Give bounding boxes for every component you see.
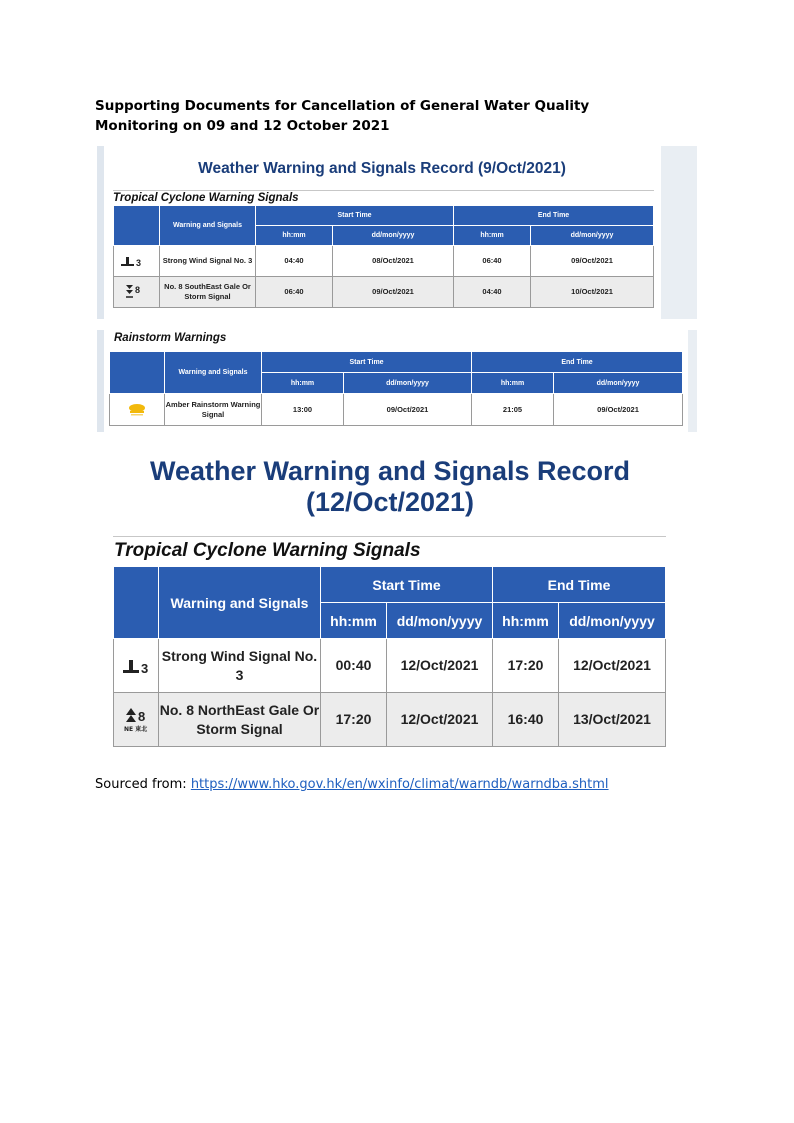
signal-name: No. 8 NorthEast Gale Or Storm Signal (159, 693, 321, 747)
signal-name: No. 8 SouthEast Gale Or Storm Signal (160, 277, 256, 308)
header-start-time: Start Time (321, 567, 493, 603)
svg-text:8: 8 (138, 708, 146, 724)
svg-text:3: 3 (135, 258, 141, 268)
svg-text:3: 3 (141, 660, 149, 676)
signal-name: Strong Wind Signal No. 3 (159, 639, 321, 693)
end-date: 10/Oct/2021 (531, 277, 654, 308)
start-time: 13:00 (262, 394, 344, 426)
right-edge-bar (661, 146, 697, 319)
table-row (114, 246, 654, 277)
document-heading: Supporting Documents for Cancellation of General Water Quality Monitoring on 09 and 12 October 2021 (95, 98, 590, 134)
end-time: 17:20 (493, 639, 559, 693)
header-start-time: Start Time (256, 206, 454, 226)
header-hhmm: hh:mm (321, 603, 387, 639)
source-label: Sourced from: (95, 777, 191, 792)
title-divider (113, 536, 666, 537)
end-time: 04:40 (454, 277, 531, 308)
header-hhmm: hh:mm (262, 373, 344, 394)
header-signal: Warning and Signals (159, 567, 321, 639)
source-line (95, 777, 609, 792)
header-end-time: End Time (454, 206, 654, 226)
rainstorm-section-title: Rainstorm Warnings (114, 332, 227, 344)
header-signal: Warning and Signals (165, 352, 262, 394)
header-end-time: End Time (472, 352, 683, 373)
start-date: 08/Oct/2021 (333, 246, 454, 277)
start-time: 00:40 (321, 639, 387, 693)
start-date: 09/Oct/2021 (344, 394, 472, 426)
end-time: 21:05 (472, 394, 554, 426)
svg-text:8: 8 (134, 285, 140, 295)
table-row (114, 693, 666, 747)
table-row (114, 639, 666, 693)
end-time: 06:40 (454, 246, 531, 277)
record-9oct-screenshot (97, 146, 697, 319)
header-date: dd/mon/yyyy (333, 226, 454, 246)
left-edge-bar (97, 330, 104, 432)
end-date: 09/Oct/2021 (554, 394, 683, 426)
header-icon-col (114, 206, 160, 246)
start-time: 17:20 (321, 693, 387, 747)
record-9oct-title: Weather Warning and Signals Record (9/Oct/2021) (198, 160, 566, 177)
start-date: 12/Oct/2021 (387, 639, 493, 693)
strong-wind-signal-3-icon (114, 246, 160, 277)
header-date: dd/mon/yyyy (531, 226, 654, 246)
header-hhmm: hh:mm (454, 226, 531, 246)
header-date: dd/mon/yyyy (554, 373, 683, 394)
signal-8-southeast-icon (114, 277, 160, 308)
header-icon-col (110, 352, 165, 394)
start-time: 04:40 (256, 246, 333, 277)
right-edge-bar (688, 330, 697, 432)
tropical-table-9oct (113, 205, 654, 308)
signal-8-northeast-icon (114, 693, 159, 747)
header-date: dd/mon/yyyy (559, 603, 666, 639)
header-icon-col (114, 567, 159, 639)
end-date: 12/Oct/2021 (559, 639, 666, 693)
amber-rainstorm-icon (110, 394, 165, 426)
header-end-time: End Time (493, 567, 666, 603)
table-row (110, 394, 683, 426)
tropical-section-title: Tropical Cyclone Warning Signals (114, 540, 421, 561)
signal-name: Strong Wind Signal No. 3 (160, 246, 256, 277)
end-date: 09/Oct/2021 (531, 246, 654, 277)
end-time: 16:40 (493, 693, 559, 747)
rainstorm-screenshot (97, 330, 697, 432)
table-row (114, 277, 654, 308)
start-date: 12/Oct/2021 (387, 693, 493, 747)
header-start-time: Start Time (262, 352, 472, 373)
header-hhmm: hh:mm (472, 373, 554, 394)
header-signal: Warning and Signals (160, 206, 256, 246)
svg-text:NE 東北: NE 東北 (124, 725, 148, 733)
start-time: 06:40 (256, 277, 333, 308)
start-date: 09/Oct/2021 (333, 277, 454, 308)
header-date: dd/mon/yyyy (344, 373, 472, 394)
header-hhmm: hh:mm (256, 226, 333, 246)
title-divider (113, 190, 654, 191)
signal-name: Amber Rainstorm Warning Signal (165, 394, 262, 426)
header-date: dd/mon/yyyy (387, 603, 493, 639)
strong-wind-signal-3-icon (114, 639, 159, 693)
tropical-section-title: Tropical Cyclone Warning Signals (113, 192, 299, 204)
left-edge-bar (97, 146, 104, 319)
end-date: 13/Oct/2021 (559, 693, 666, 747)
source-link[interactable]: https://www.hko.gov.hk/en/wxinfo/climat/warndb/warndba.shtml (190, 777, 609, 792)
tropical-table-12oct (113, 566, 666, 747)
record-12oct-title: Weather Warning and Signals Record (12/Oct/2021) (149, 456, 631, 517)
header-hhmm: hh:mm (493, 603, 559, 639)
rainstorm-table (109, 351, 683, 426)
